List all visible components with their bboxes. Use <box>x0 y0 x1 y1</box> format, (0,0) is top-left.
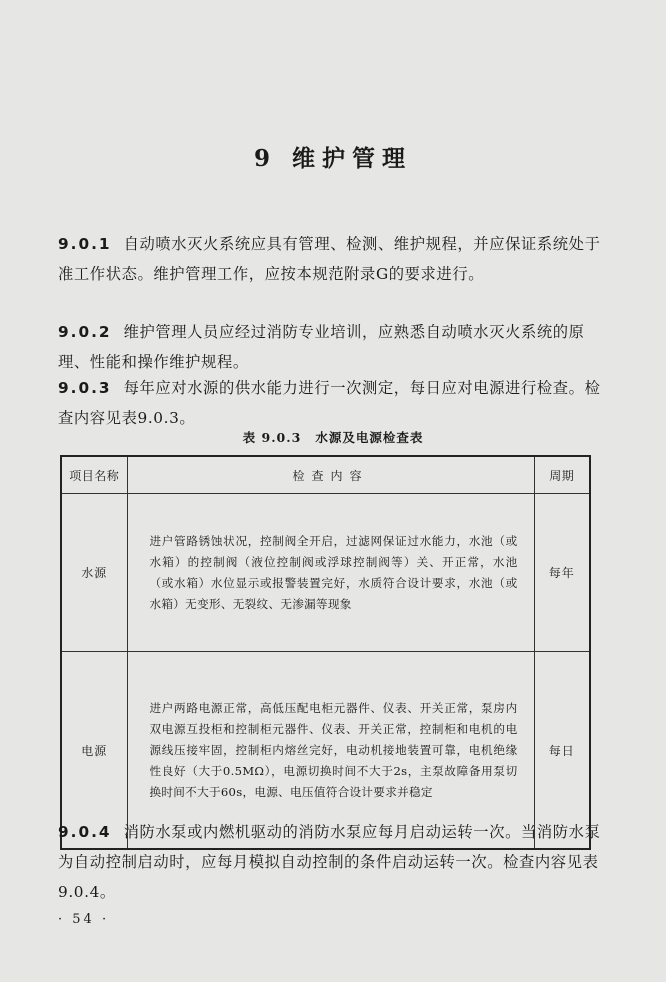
clause-number: 9.0.2 <box>58 323 112 341</box>
clause-9-0-3 <box>58 373 613 433</box>
inspection-table <box>60 455 591 850</box>
clause-text: 每年应对水源的供水能力进行一次测定，每日应对电源进行检查。检查内容见表9.0.3。 <box>58 379 601 427</box>
table-number: 表 9.0.3 <box>242 430 302 445</box>
clause-text: 维护管理人员应经过消防专业培训，应熟悉自动喷水灭火系统的原理、性能和操作维护规程。 <box>58 323 585 371</box>
row-cycle: 每日 <box>534 652 590 850</box>
row-name: 水源 <box>61 494 127 652</box>
table-header-row <box>61 456 590 494</box>
clause-number: 9.0.4 <box>58 823 112 841</box>
clause-text: 自动喷水灭火系统应具有管理、检测、维护规程，并应保证系统处于准工作状态。维护管理工作，应按本规范附录G的要求进行。 <box>58 235 601 283</box>
row-content: 进户管路锈蚀状况，控制阀全开启，过滤网保证过水能力，水池（或水箱）的控制阀（液位控制阀或浮球控制阀等）关、开正常，水池（或水箱）水位显示或报警装置完好，水质符合设计要求，水池（或水箱）无变形、无裂纹、无渗漏等现象 <box>149 533 518 611</box>
header-content: 检查内容 <box>127 456 534 494</box>
clause-9-0-2 <box>58 317 613 377</box>
clause-number: 9.0.3 <box>58 379 112 397</box>
clause-9-0-4 <box>58 817 613 907</box>
header-cycle: 周期 <box>534 456 590 494</box>
header-item-name: 项目名称 <box>61 456 127 494</box>
chapter-title: 9 维护管理 <box>253 145 412 172</box>
clause-number: 9.0.1 <box>58 235 112 253</box>
row-name: 电源 <box>61 652 127 850</box>
clause-text: 消防水泵或内燃机驱动的消防水泵应每月启动运转一次。当消防水泵为自动控制启动时，应每月模拟自动控制的条件启动运转一次。检查内容见表9.0.4。 <box>58 823 601 901</box>
row-content: 进户两路电源正常，高低压配电柜元器件、仪表、开关正常，泵房内双电源互投柜和控制柜元器件、仪表、开关正常，控制柜和电机的电源线压接牢固，控制柜内熔丝完好，电动机接地装置可靠，电机绝缘性良好（大于0.5MΩ），电源切换时间不大于2s，主泵故障备用泵切换时间不大于60s，电源、电压值符合设计要求并稳定 <box>149 700 518 799</box>
page-number: · 54 · <box>58 912 110 927</box>
table-row <box>61 494 590 652</box>
table-title: 水源及电源检查表 <box>315 430 424 445</box>
row-content-cell <box>127 494 534 652</box>
table-caption <box>0 428 666 446</box>
row-cycle: 每年 <box>534 494 590 652</box>
clause-9-0-1 <box>58 229 613 289</box>
